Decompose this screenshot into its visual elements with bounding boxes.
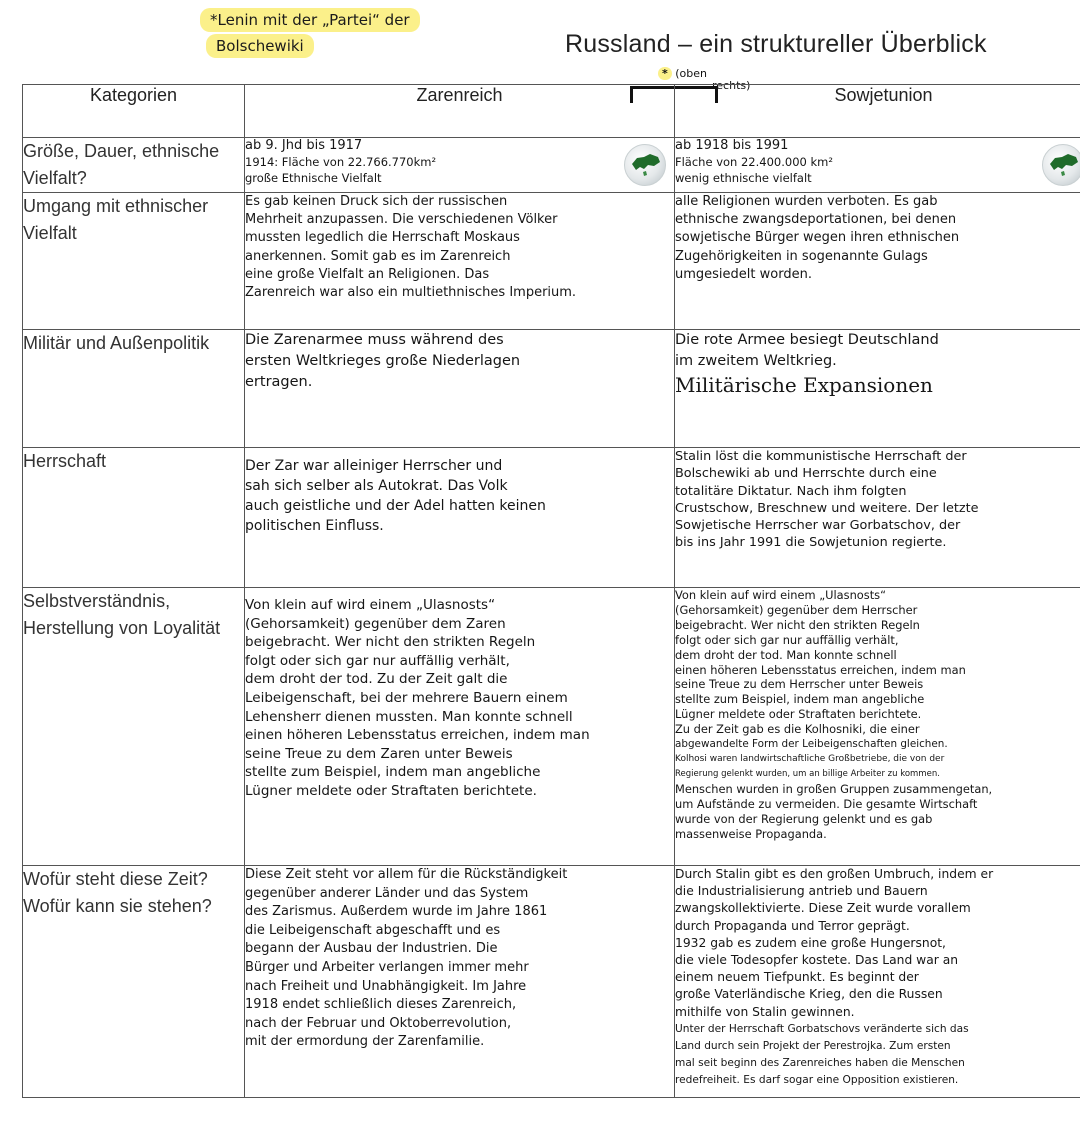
text-line: stellte zum Beispiel, indem man angebliche	[245, 764, 541, 781]
text-line: Zarenreich war also ein multiethnisches Imperium.	[245, 285, 577, 301]
category-cell: Umgang mit ethnischer Vielfalt	[23, 193, 245, 330]
text-line: mal seit beginn des Zarenreiches haben die Menschen	[675, 1057, 965, 1070]
text-line: folgt oder sich gar nur auffällig verhält,	[675, 632, 899, 647]
lenin-note-line2: Bolschewiki	[206, 34, 314, 58]
category-cell: Selbstverständnis, Herstellung von Loyalität	[23, 588, 245, 866]
text-line: politischen Einfluss.	[245, 518, 384, 534]
text-line: Fläche von 22.400.000 km²	[675, 155, 833, 169]
text-line: Kolhosi waren landwirtschaftliche Großbetriebe, die von der	[675, 753, 945, 764]
text-line: stellte zum Beispiel, indem man angebliche	[675, 692, 925, 707]
text-line: des Zarismus. Außerdem wurde im Jahre 1861	[245, 904, 548, 920]
text-line: (Gehorsamkeit) gegenüber dem Zaren	[245, 615, 506, 632]
text-line: Durch Stalin gibt es den großen Umbruch, indem er	[675, 867, 994, 881]
text-line: Diese Zeit steht vor allem für die Rückständigkeit	[245, 867, 568, 882]
zarenreich-cell	[245, 866, 675, 1098]
table-row	[23, 588, 1080, 866]
category-cell: Militär und Außenpolitik	[23, 330, 245, 448]
text-line: Lehensherr dienen mussten. Man konnte schnell	[245, 708, 573, 725]
text-line: die viele Todesopfer kostete. Das Land war an	[675, 953, 959, 968]
text-line: zwangskollektivierte. Diese Zeit wurde vorallem	[675, 901, 971, 916]
text-line: Es gab keinen Druck sich der russischen	[245, 194, 508, 209]
category-cell: Größe, Dauer, ethnische Vielfalt?	[23, 138, 245, 193]
zarenreich-cell	[245, 138, 675, 193]
text-line: umgesiedelt worden.	[675, 266, 812, 282]
text-line: die Industrialisierung antrieb und Bauern	[675, 884, 928, 899]
globe-russia-icon	[624, 144, 666, 186]
text-line: große Ethnische Vielfalt	[245, 171, 382, 185]
text-line: anerkennen. Somit gab es im Zarenreich	[245, 248, 511, 264]
text-line: sah sich selber als Autokrat. Das Volk	[245, 478, 508, 494]
col-header-zarenreich: Zarenreich	[245, 85, 675, 138]
text-line: 1914: Fläche von 22.766.770km²	[245, 155, 437, 169]
text-line: nach der Februar und Oktoberrevolution,	[245, 1015, 512, 1031]
text-line: totalitäre Diktatur. Nach ihm folgten	[675, 483, 907, 499]
text-line: 1932 gab es zudem eine große Hungersnot,	[675, 935, 946, 950]
sowjetunion-cell	[675, 866, 1080, 1098]
table-row	[23, 448, 1080, 588]
text-line: Von klein auf wird einem „Ulasnosts“	[675, 588, 886, 602]
text-line: auch geistliche und der Adel hatten keinen	[245, 498, 546, 514]
lenin-note	[200, 8, 420, 58]
table-row	[23, 193, 1080, 330]
text-line: begann der Ausbau der Industrien. Die	[245, 941, 498, 957]
zarenreich-cell	[245, 448, 675, 588]
text-line: mit der ermordung der Zarenfamilie.	[245, 1034, 485, 1050]
text-line: mithilfe von Stalin gewinnen.	[675, 1004, 855, 1019]
col-header-kategorien: Kategorien	[23, 85, 245, 138]
zarenreich-cell	[245, 193, 675, 330]
text-line: Die Zarenarmee muss während des	[245, 332, 504, 348]
star-note-line2: rechts)	[712, 79, 751, 92]
col-header-sowjetunion: Sowjetunion	[675, 85, 1080, 138]
text-line: Sowjetische Herrscher war Gorbatschov, der	[675, 518, 961, 534]
text-line: Unter der Herrschaft Gorbatschovs veränderte sich das	[675, 1022, 969, 1035]
text-line: Land durch sein Projekt der Perestrojka. Zum ersten	[675, 1040, 951, 1053]
text-line: mussten legedlich die Herrschaft Moskaus	[245, 230, 520, 246]
text-line: einem neuem Tiefpunkt. Es beginnt der	[675, 970, 919, 985]
text-line: dem droht der tod. Zu der Zeit galt die	[245, 671, 508, 688]
text-line: dem droht der tod. Man konnte schnell	[675, 647, 897, 662]
text-line: Die rote Armee besiegt Deutschland	[675, 332, 939, 348]
sowjetunion-cell	[675, 138, 1080, 193]
text-line: ab 9. Jhd bis 1917	[245, 138, 363, 153]
text-line: Leibeigenschaft, bei der mehrere Bauern einem	[245, 689, 568, 706]
sowjetunion-cell	[675, 330, 1080, 448]
header-row	[23, 85, 1080, 138]
text-line: Crustschow, Breschnew und weitere. Der letzte	[675, 500, 979, 516]
text-line: ertragen.	[245, 374, 313, 390]
sowjetunion-cell	[675, 448, 1080, 588]
text-line: seine Treue zu dem Herrscher unter Beweis	[675, 677, 924, 692]
table-row	[23, 330, 1080, 448]
text-line: Lügner meldete oder Straftaten berichtete.	[245, 782, 537, 799]
text-line: große Vaterländische Krieg, den die Russen	[675, 987, 943, 1002]
text-line: eine große Vielfalt an Religionen. Das	[245, 266, 490, 282]
sowjetunion-cell	[675, 588, 1080, 866]
zarenreich-cell	[245, 588, 675, 866]
text-line: um Aufstände zu vermeiden. Die gesamte Wirtschaft	[675, 796, 978, 811]
text-line: Bürger und Arbeiter verlangen immer mehr	[245, 959, 529, 975]
text-line: Stalin löst die kommunistische Herrschaft der	[675, 449, 967, 464]
text-line: Zu der Zeit gab es die Kolhosniki, die einer	[675, 722, 920, 737]
text-line: gegenüber anderer Länder und das System	[245, 885, 529, 901]
table-row	[23, 138, 1080, 193]
text-line: einen höheren Lebensstatus erreichen, indem man	[675, 662, 966, 677]
text-line: sowjetische Bürger wegen ihren ethnischen	[675, 230, 960, 246]
table-row	[23, 866, 1080, 1098]
text-line: Menschen wurden in großen Gruppen zusammengetan,	[675, 781, 993, 796]
overview-table	[22, 84, 1080, 1098]
text-line: durch Propaganda und Terror geprägt.	[675, 918, 910, 933]
text-line: Von klein auf wird einem „Ulasnosts“	[245, 597, 496, 613]
text-line: im zweitem Weltkrieg.	[675, 353, 837, 369]
text-line: Lügner meldete oder Straftaten berichtete.	[675, 707, 922, 722]
text-line: ersten Weltkrieges große Niederlagen	[245, 353, 521, 369]
text-line: nach Freiheit und Unabhängigkeit. Im Jahre	[245, 978, 527, 994]
text-line: bis ins Jahr 1991 die Sowjetunion regierte.	[675, 535, 947, 551]
text-line: beigebracht. Wer nicht den strikten Regeln	[245, 634, 536, 651]
text-line: Mehrheit anzupassen. Die verschiedenen Völker	[245, 212, 558, 228]
category-cell: Wofür steht diese Zeit? Wofür kann sie stehen?	[23, 866, 245, 1098]
lenin-note-line1: *Lenin mit der „Partei“ der	[200, 8, 420, 32]
text-line: alle Religionen wurden verboten. Es gab	[675, 194, 938, 209]
text-line: beigebracht. Wer nicht den strikten Regeln	[675, 617, 920, 632]
text-line: Bolschewiki ab und Herrschte durch eine	[675, 466, 937, 482]
text-line: folgt oder sich gar nur auffällig verhält,	[245, 652, 510, 669]
page-title: Russland – ein struktureller Überblick	[565, 30, 987, 58]
zarenreich-cell	[245, 330, 675, 448]
star-mark: *	[658, 67, 672, 80]
text-line: Zugehörigkeiten in sogenannte Gulags	[675, 248, 928, 264]
text-line: (Gehorsamkeit) gegenüber dem Herrscher	[675, 602, 918, 617]
text-line: wurde von der Regierung gelenkt und es gab	[675, 811, 933, 826]
text-line: abgewandelte Form der Leibeigenschaften gleichen.	[675, 738, 948, 751]
text-line: redefreiheit. Es darf sogar eine Opposition existieren.	[675, 1074, 959, 1087]
text-line: 1918 endet schließlich dieses Zarenreich,	[245, 997, 517, 1013]
text-line: massenweise Propaganda.	[675, 826, 827, 841]
text-line: Militärische Expansionen	[675, 373, 933, 397]
text-line: ethnische zwangsdeportationen, bei denen	[675, 212, 957, 228]
text-line: seine Treue zu dem Zaren unter Beweis	[245, 745, 513, 762]
category-cell: Herrschaft	[23, 448, 245, 588]
text-line: Regierung gelenkt wurden, um an billige Arbeiter zu kommen.	[675, 768, 940, 779]
sowjetunion-cell	[675, 193, 1080, 330]
text-line: ab 1918 bis 1991	[675, 138, 789, 153]
text-line: Der Zar war alleiniger Herrscher und	[245, 458, 503, 474]
star-note-line1: (oben	[675, 67, 708, 80]
text-line: die Leibeigenschaft abgeschafft und es	[245, 922, 501, 938]
globe-russia-icon	[1042, 144, 1080, 186]
text-line: wenig ethnische vielfalt	[675, 171, 812, 185]
text-line: einen höheren Lebensstatus erreichen, indem man	[245, 727, 590, 744]
